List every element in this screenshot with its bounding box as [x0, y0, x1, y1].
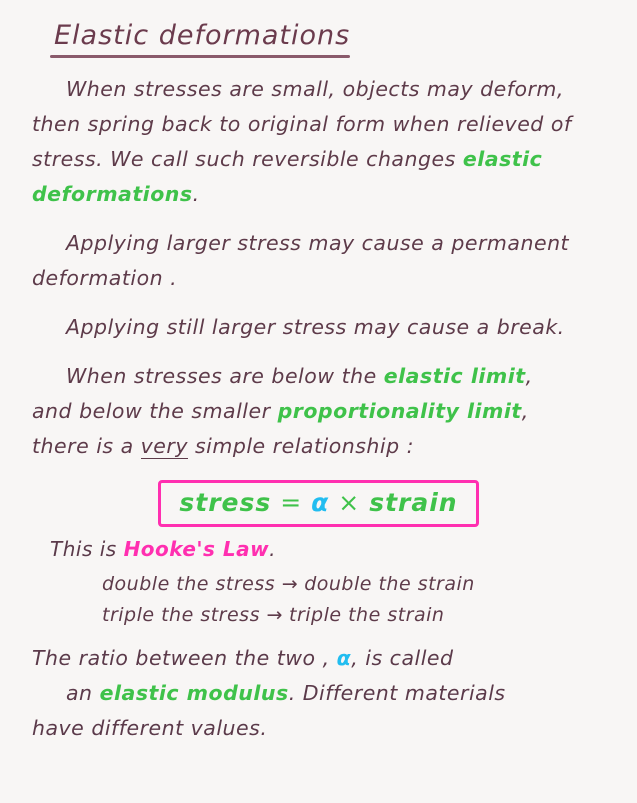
term-elastic-limit: elastic limit	[383, 364, 526, 388]
example-1-right: double the strain	[304, 573, 475, 595]
title-underline	[50, 55, 350, 58]
closing-paragraph	[32, 641, 615, 746]
paragraph-4-line2-b: ,	[521, 399, 529, 423]
paragraph-4	[32, 359, 615, 464]
formula-times: ×	[338, 488, 361, 517]
paragraph-4-line3-b: simple relationship :	[187, 434, 415, 458]
paragraph-1	[32, 72, 615, 212]
hookes-law-formula	[158, 480, 478, 527]
paragraph-4-line1-b: ,	[525, 364, 533, 388]
formula-strain: strain	[369, 488, 458, 517]
example-2-left: triple the stress	[102, 604, 260, 626]
list-item	[102, 600, 615, 631]
paragraph-2	[32, 226, 615, 296]
paragraph-4-line2-a: and below the smaller	[32, 399, 278, 423]
example-1-left: double the stress	[102, 573, 276, 595]
arrow-right-icon: →	[281, 573, 298, 595]
term-hookes-law: Hooke's Law	[123, 537, 270, 561]
closing-line1-b: , is called	[351, 646, 454, 670]
emphasis-very: very	[140, 434, 188, 458]
hookes-law-suffix: .	[269, 537, 276, 561]
paragraph-4-line1-a: When stresses are below the	[66, 364, 384, 388]
closing-line2-b: . Different materials	[288, 681, 506, 705]
hookes-law-prefix: This is	[50, 537, 124, 561]
closing-line3: have different values.	[32, 716, 268, 740]
formula-alpha: α	[311, 488, 330, 517]
paragraph-1-text-b: .	[192, 182, 200, 206]
hookes-law-caption	[50, 537, 615, 561]
paragraph-2-text: Applying larger stress may cause a permanent deformation .	[32, 231, 570, 290]
formula-container	[22, 480, 615, 527]
term-proportionality-limit: proportionality limit	[277, 399, 522, 423]
formula-equals: =	[280, 488, 303, 517]
paragraph-3	[32, 310, 615, 345]
term-elastic-deformations: elastic deformations	[32, 147, 543, 206]
arrow-right-icon: →	[266, 604, 283, 626]
paragraph-4-line3-a: there is a	[32, 434, 141, 458]
closing-line2-a: an	[66, 681, 100, 705]
term-elastic-modulus: elastic modulus	[99, 681, 289, 705]
page-title: Elastic deformations	[54, 20, 351, 51]
paragraph-3-text: Applying still larger stress may cause a break.	[66, 315, 565, 339]
paragraph-1-text-a: When stresses are small, objects may deform, then spring back to original form when relieved of stress. We call such reversible changes	[32, 77, 572, 171]
examples-list	[102, 569, 615, 631]
closing-line1-a: The ratio between the two ,	[32, 646, 337, 670]
symbol-alpha: α	[336, 646, 352, 670]
formula-stress: stress	[179, 488, 272, 517]
list-item	[102, 569, 615, 600]
example-2-right: triple the strain	[289, 604, 445, 626]
